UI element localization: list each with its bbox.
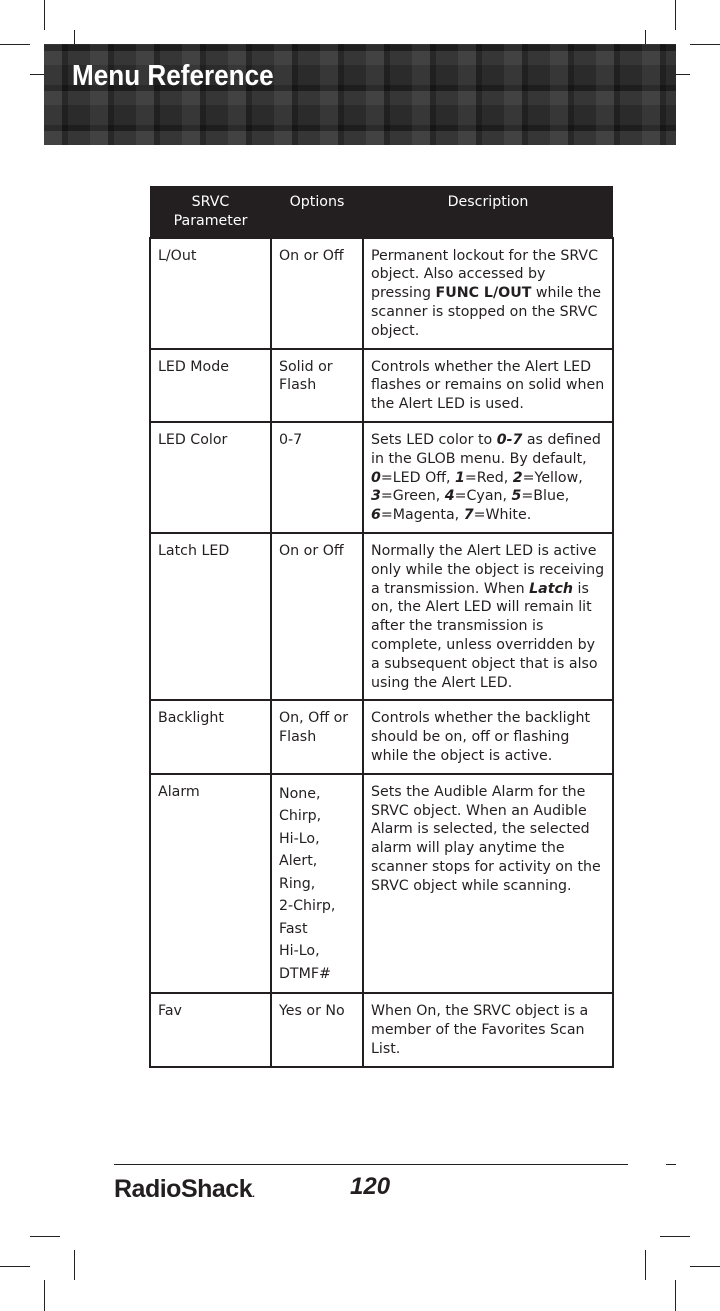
emphasis-text: Latch	[529, 580, 574, 597]
emphasis-text: 2	[512, 469, 523, 486]
column-header-parameter: SRVC Parameter	[150, 186, 271, 238]
description-text: Sets LED color to	[371, 431, 497, 448]
crop-mark	[74, 1250, 75, 1280]
option-item: Ring,	[279, 875, 316, 892]
emphasis-text: 6	[371, 507, 381, 524]
description-text: as defined in the GLOB menu. By default,	[371, 431, 601, 467]
description-cell	[363, 349, 613, 422]
table-row	[150, 700, 613, 773]
table-row	[150, 774, 613, 994]
crop-mark	[44, 0, 45, 30]
description-text: When On, the SRVC object is a member of the Favorites Scan List.	[371, 1003, 589, 1057]
emphasis-text: 4	[444, 488, 455, 505]
crop-mark	[0, 44, 30, 45]
crop-mark	[44, 1280, 45, 1311]
description-text: =Green,	[380, 488, 445, 505]
option-item: 2-Chirp,	[279, 898, 336, 915]
srvc-parameter-table	[149, 186, 614, 1068]
option-item: Hi-Lo,	[279, 830, 320, 847]
crop-mark	[660, 1236, 690, 1237]
option-item: DTMF#	[279, 965, 331, 982]
emphasis-text: FUNC L/OUT	[435, 285, 532, 302]
description-cell	[363, 238, 613, 349]
emphasis-text: 7	[463, 507, 474, 524]
emphasis-text: 0	[371, 469, 381, 486]
emphasis-text: 1	[455, 469, 465, 486]
emphasis-text: 3	[371, 488, 381, 505]
options-cell: Solid or Flash	[271, 349, 363, 422]
parameter-cell: Backlight	[150, 700, 271, 773]
table-header-row	[150, 186, 613, 238]
description-text: =Yellow,	[522, 469, 583, 486]
description-text: =Blue,	[521, 488, 570, 505]
description-text: Normally the Alert LED is active only while the object is receiving a transmission. When	[371, 542, 605, 597]
column-header-description: Description	[363, 186, 613, 238]
description-cell	[363, 700, 613, 773]
table-row	[150, 993, 613, 1066]
parameter-cell: L/Out	[150, 238, 271, 349]
table-row	[150, 238, 613, 349]
brand-name: RadioShack	[114, 1175, 253, 1203]
description-text: Controls whether the backlight should be on, off or flashing while the object is active.	[371, 710, 591, 764]
option-item: Fast	[279, 920, 308, 937]
description-cell	[363, 774, 613, 994]
parameter-cell: LED Color	[150, 422, 271, 533]
footer-rule	[114, 1164, 628, 1165]
crop-mark	[675, 0, 676, 30]
emphasis-text: 0-7	[496, 431, 523, 448]
page-title: Menu Reference	[72, 60, 274, 92]
options-cell	[271, 774, 363, 994]
crop-mark	[645, 1250, 646, 1280]
description-text: =LED Off,	[380, 469, 456, 486]
description-cell	[363, 993, 613, 1066]
column-header-options: Options	[271, 186, 363, 238]
description-cell	[363, 422, 613, 533]
table-body	[150, 238, 613, 1067]
options-cell: On or Off	[271, 533, 363, 700]
option-item: None,	[279, 785, 321, 802]
option-item: Hi-Lo,	[279, 943, 320, 960]
table-row	[150, 422, 613, 533]
parameter-cell: Latch LED	[150, 533, 271, 700]
crop-mark	[690, 44, 720, 45]
parameter-cell: Alarm	[150, 774, 271, 994]
crop-mark	[0, 1266, 30, 1267]
table-row	[150, 533, 613, 700]
description-cell	[363, 533, 613, 700]
description-text: =Magenta,	[380, 507, 464, 524]
description-text: is on, the Alert LED will remain lit after the transmission is complete, unless overridden by a subsequent object that is also using the Alert LED.	[371, 580, 598, 691]
brand-logo	[114, 1175, 254, 1204]
description-text: Permanent lockout for the SRVC object. Also accessed by pressing	[371, 247, 599, 302]
options-cell: 0-7	[271, 422, 363, 533]
crop-mark	[30, 1236, 60, 1237]
emphasis-text: 5	[511, 488, 522, 505]
options-cell: Yes or No	[271, 993, 363, 1066]
description-text: Sets the Audible Alarm for the SRVC object. When an Audible Alarm is selected, the selected alarm will play anytime the scanner stops for activity on the SRVC object while scanning.	[371, 783, 601, 894]
options-cell: On, Off or Flash	[271, 700, 363, 773]
description-text: =White.	[473, 507, 532, 524]
options-cell: On or Off	[271, 238, 363, 349]
option-item: Chirp,	[279, 808, 322, 825]
brand-mark: .	[252, 1189, 255, 1200]
description-text: =Red,	[464, 469, 513, 486]
table-row	[150, 349, 613, 422]
parameter-cell: Fav	[150, 993, 271, 1066]
crop-mark	[675, 1280, 676, 1311]
parameter-cell: LED Mode	[150, 349, 271, 422]
description-text: Controls whether the Alert LED flashes or remains on solid when the Alert LED is used.	[371, 358, 605, 413]
page-number: 120	[350, 1173, 391, 1200]
footer-tick	[666, 1164, 676, 1165]
option-item: Alert,	[279, 853, 318, 870]
description-text: while the scanner is stopped on the SRVC object.	[371, 285, 601, 339]
crop-mark	[690, 1266, 720, 1267]
description-text: =Cyan,	[454, 488, 512, 505]
